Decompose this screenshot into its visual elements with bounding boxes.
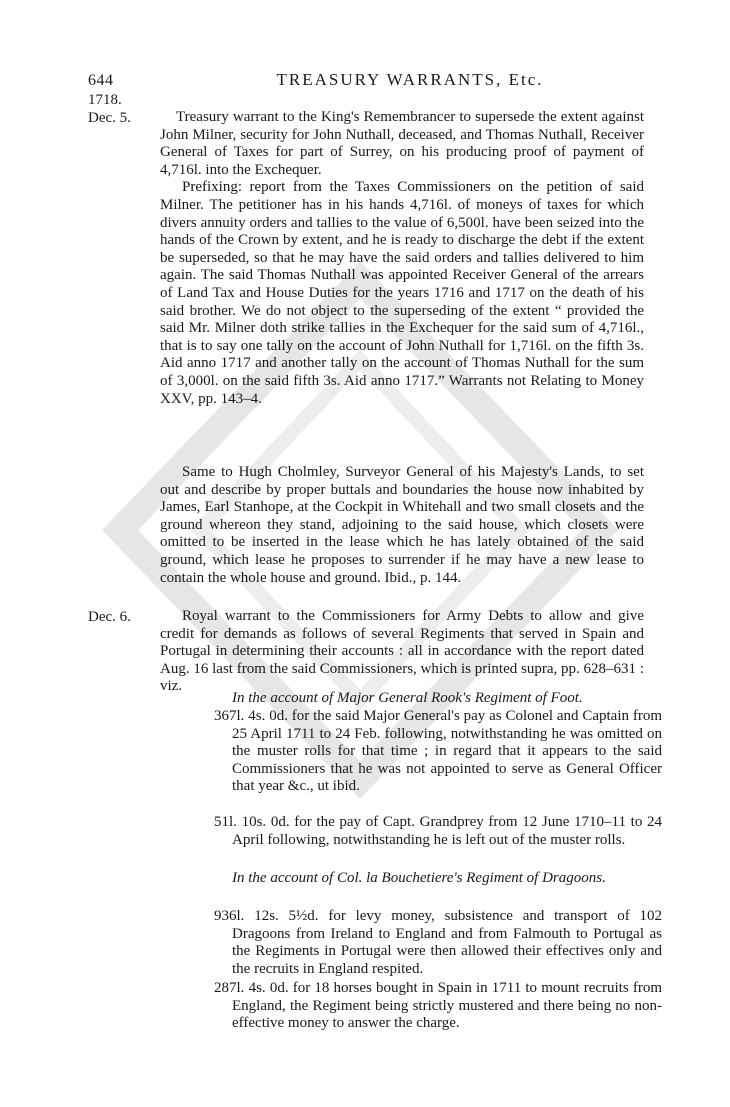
- account-item: 287l. 4s. 0d. for 18 horses bought in Spain in 1711 to mount recruits from England, the Regiment being strictly mustered and there being no non-effective money to answer the charge.: [214, 980, 662, 1032]
- entry-paragraph: Prefixing: report from the Taxes Commissioners on the petition of said Milner. The petitioner has in his hands 4,716l. of moneys of taxes for which divers annuity orders and tallies to the value of 6,500l. have been seized into the hands of the Crown by extent, and he is ready to discharge the debt if the extent be superseded, so that he may have the said orders and tallies delivered to him again. The said Thomas Nuthall was appointed Receiver General of the arrears of Land Tax and House Duties for the years 1716 and 1717 on the death of his said brother. We do not object to the superseding of the extent “ provided the said Mr. Milner doth strike tallies in the Exchequer for the said sum of 4,716l., that is to say one tally on the account of John Nuthall for 1,716l. on the fifth 3s. Aid anno 1717 and another tally on the account of Thomas Nuthall for the sum of 3,000l. on the said fifth 3s. Aid anno 1717.” Warrants not Relating to Money XXV, pp. 143–4.: [160, 179, 644, 407]
- account-heading: In the account of Major General Rook's Regiment of Foot.: [232, 690, 583, 706]
- margin-year: 1718.: [88, 92, 122, 108]
- entry-block: [160, 109, 644, 408]
- account-heading: In the account of Col. la Bouchetiere's Regiment of Dragoons.: [232, 870, 606, 886]
- entry-paragraph: Treasury warrant to the King's Remembrancer to supersede the extent against John Milner, security for John Nuthall, deceased, and Thomas Nuthall, Receiver General of Taxes for part of Surrey, on his producing proof of payment of 4,716l. into the Exchequer.: [160, 109, 644, 178]
- entry-paragraph: Royal warrant to the Commissioners for Army Debts to allow and give credit for demands as follows of several Regiments that served in Spain and Portugal in determining their accounts : all in accordance with the report dated Aug. 16 last from the said Commissioners, which is printed supra, pp. 628–631 : viz.: [160, 608, 644, 695]
- running-title: TREASURY WARRANTS, Etc.: [276, 70, 544, 89]
- entry-paragraph: Same to Hugh Cholmley, Surveyor General of his Majesty's Lands, to set out and describe by proper buttals and boundaries the house now inhabited by James, Earl Stanhope, at the Cockpit in Whitehall and two small closets and the ground whereon they stand, adjoining to the said house, which closets were omitted to be inserted in the lease which he has lately obtained of the said ground, which lease he proposes to surrender if he may have a new lease to contain the whole house and ground. Ibid., p. 144.: [160, 464, 644, 586]
- entry-block: [160, 608, 644, 696]
- account-item: 51l. 10s. 0d. for the pay of Capt. Grandprey from 12 June 1710–11 to 24 April following, notwithstanding he is left out of the muster rolls.: [214, 814, 662, 848]
- account-item: 367l. 4s. 0d. for the said Major General's pay as Colonel and Captain from 25 April 1711 to 24 Feb. following, notwithstanding he was omitted on the muster rolls for that time ; in regard that it appears to the said Commissioners that he was not appointed to serve as General Officer that year &c., ut ibid.: [214, 708, 662, 795]
- margin-date: Dec. 6.: [88, 609, 131, 625]
- margin-date: Dec. 5.: [88, 110, 131, 126]
- account-item: 936l. 12s. 5½d. for levy money, subsistence and transport of 102 Dragoons from Ireland to England and from Falmouth to Portugal as the Regiments in Portugal were then allowed their effectives only and the recruits in England respited.: [214, 908, 662, 977]
- entry-block: [160, 464, 644, 587]
- page-number: 644: [88, 72, 114, 89]
